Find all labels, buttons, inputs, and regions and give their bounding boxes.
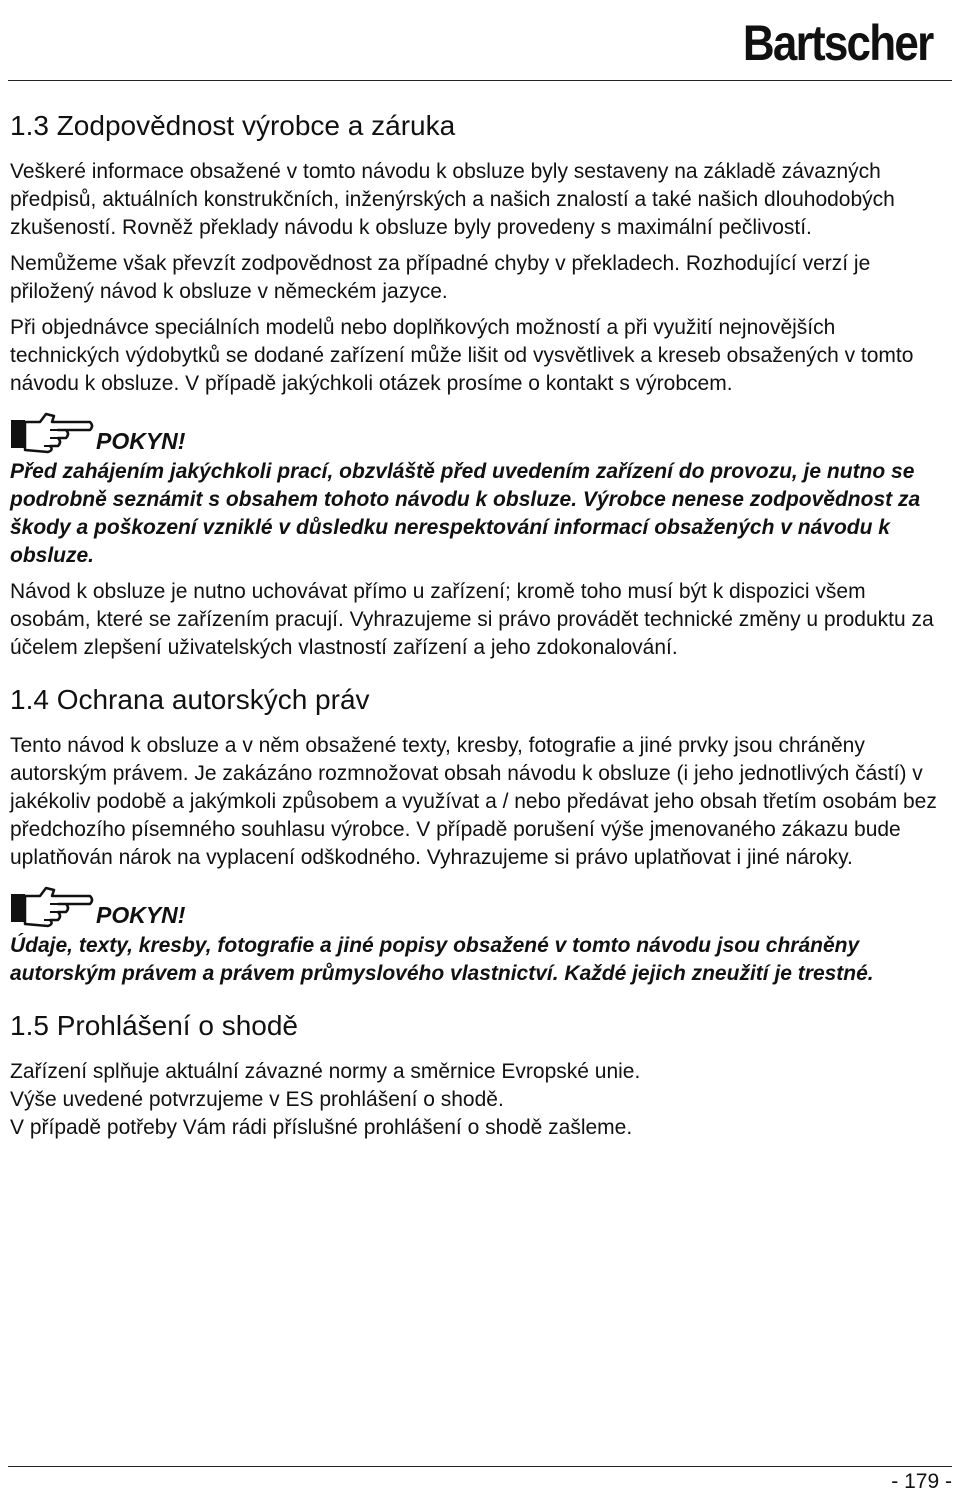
warning-text: Údaje, texty, kresby, fotografie a jiné popisy obsažené v tomto návodu jsou chráněny autorským právem a právem průmyslového vlastnictví. Každé jejich zneužití je trestné. [10, 934, 874, 985]
paragraph: Veškeré informace obsažené v tomto návodu k obsluze byly sestaveny na základě závazných předpisů, aktuálních konstrukčních, inženýrských a našich znalostí a také našich dlouhodobých zkušeností. Rovněž překlady návodu k obsluze byly provedeny s maximální pečlivostí. [10, 160, 895, 239]
note-label: POKYN! [96, 428, 186, 454]
paragraph: Nemůžeme však převzít zodpovědnost za případné chyby v překladech. Rozhodující verzí je přiložený návod k obsluze v německém jazyce. [10, 252, 871, 303]
brand-logo [738, 4, 948, 72]
paragraph-line: Zařízení splňuje aktuální závazné normy a směrnice Evropské unie. [10, 1060, 641, 1083]
note-block [10, 886, 946, 932]
note-label: POKYN! [96, 902, 186, 928]
header-divider [8, 80, 952, 81]
pointing-hand-icon [10, 886, 94, 928]
section-title: 1.5 Prohlášení o shodě [10, 1010, 298, 1041]
paragraph: Při objednávce speciálních modelů nebo doplňkových možností a při využití nejnovějších technických výdobytků se dodané zařízení může lišit od vysvětlivek a kreseb obsažených v tomto návodu k obsluze. V případě jakýchkoli otázek prosíme o kontakt s výrobcem. [10, 316, 914, 395]
note-block [10, 412, 946, 458]
warning-text: Před zahájením jakýchkoli prací, obzvláště před uvedením zařízení do provozu, je nutno se podrobně seznámit s obsahem tohoto návodu k obsluze. Výrobce nenese zodpovědnost za škody a poškození vzniklé v důsledku nerespektování informací obsažených v návodu k obsluze. [10, 460, 921, 567]
document-body [10, 108, 946, 1142]
section-title: 1.3 Zodpovědnost výrobce a záruka [10, 110, 456, 141]
pointing-hand-icon [10, 412, 94, 454]
paragraph: Návod k obsluze je nutno uchovávat přímo u zařízení; kromě toho musí být k dispozici všem osobám, které se zařízením pracují. Vyhrazujeme si právo provádět technické změny u produktu za účelem zlepšení uživatelských vlastností zařízení a jeho zdokonalování. [10, 580, 934, 659]
paragraph-line: V případě potřeby Vám rádi příslušné prohlášení o shodě zašleme. [10, 1116, 633, 1139]
logo-wordmark: Bartscher [742, 15, 932, 71]
page-number: - 179 - [891, 1470, 952, 1493]
section-title: 1.4 Ochrana autorských práv [10, 684, 370, 715]
paragraph: Tento návod k obsluze a v něm obsažené texty, kresby, fotografie a jiné prvky jsou chráněny autorským právem. Je zakázáno rozmnožovat obsah návodu k obsluze (i jeho jednotlivých částí) v jakékoliv podobě a jakýmkoli způsobem a využívat a / nebo předávat jeho obsah třetím osobám bez předchozího písemného souhlasu výrobce. V případě porušení výše jmenovaného zákazu bude uplatňován nárok na vyplacení odškodného. Vyhrazujeme si právo uplatňovat i jiné nároky. [10, 734, 937, 869]
paragraph-line: Výše uvedené potvrzujeme v ES prohlášení o shodě. [10, 1088, 504, 1111]
footer-divider [8, 1466, 952, 1467]
